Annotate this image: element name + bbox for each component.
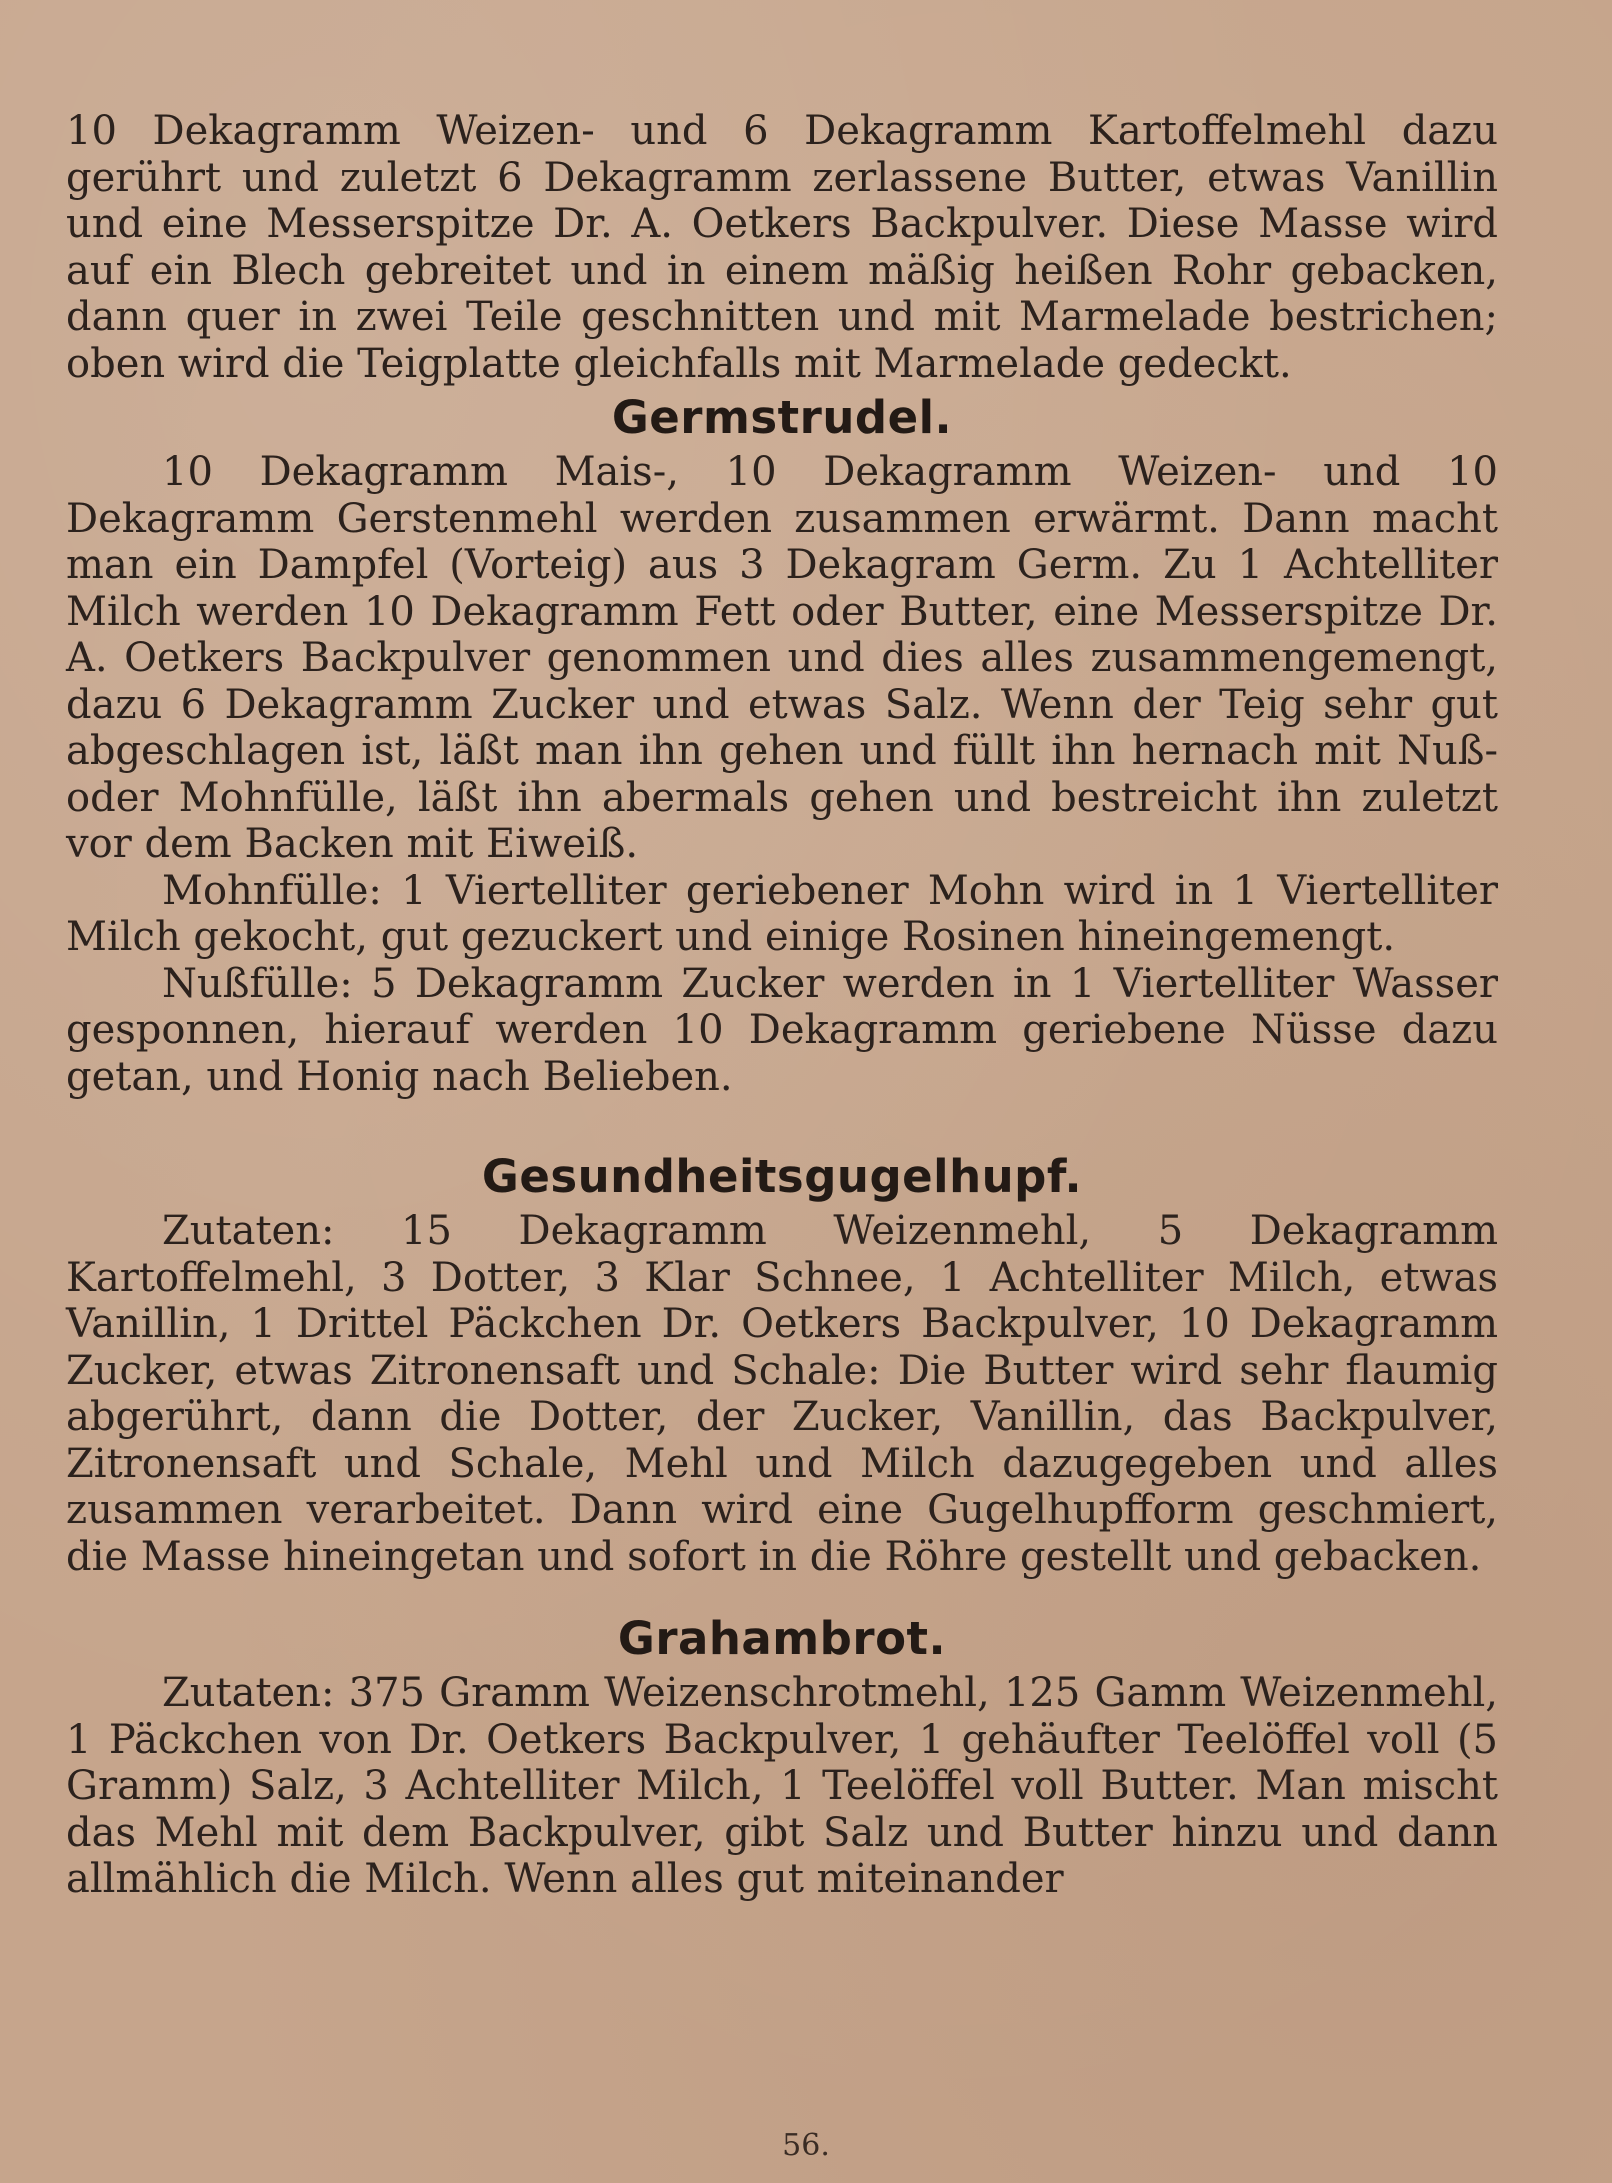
germstrudel-instructions: 10 Dekagramm Mais-, 10 Dekagramm Weizen- und 10 Dekagramm Gerstenmehl werden zusammen erwärmt. Dann macht man ein Dampfel (Vorteig) aus 3 Dekagram Germ. Zu 1 Achtelliter Milch werden 10 Dekagramm Fett oder Butter, eine Messerspitze Dr. A. Oetkers Backpulver genommen und dies alles zusammengemengt, dazu 6 Dekagramm Zucker und etwas Salz. Wenn der Teig sehr gut abgeschlagen ist, läßt man ihn gehen und füllt ihn hernach mit Nuß- oder Mohnfülle, läßt ihn abermals gehen und bestreicht ihn zuletzt vor dem Backen mit Eiweiß. xyxy=(66,449,1498,867)
page-number: 56. xyxy=(782,2128,830,2163)
recipe-title-germstrudel: Germstrudel. xyxy=(611,391,953,444)
section-spacer xyxy=(66,1580,1498,1608)
recipe-title-grahambrot: Grahambrot. xyxy=(617,1612,947,1665)
nussfuelle-paragraph: Nußfülle: 5 Dekagramm Zucker werden in 1 Viertelliter Wasser gesponnen, hierauf werden 10 Dekagramm geriebene Nüsse dazu getan, und Honig nach Belieben. xyxy=(66,960,1498,1100)
grahambrot-instructions: Zutaten: 375 Gramm Weizenschrotmehl, 125 Gamm Weizenmehl, 1 Päckchen von Dr. Oetkers Backpulver, 1 gehäufter Teelöffel voll (5 Gramm) Salz, 3 Achtelliter Milch, 1 Teelöffel voll Butter. Man mischt das Mehl mit dem Backpulver, gibt Salz und Butter hinzu und dann allmählich die Milch. Wenn alles gut miteinander xyxy=(66,1670,1498,1902)
section-spacer xyxy=(66,1100,1498,1146)
mohnfuelle-paragraph: Mohnfülle: 1 Viertelliter geriebener Mohn wird in 1 Viertelliter Milch gekocht, gut gezuckert und einige Rosinen hineingemengt. xyxy=(66,867,1498,960)
intro-paragraph: 10 Dekagramm Weizen- und 6 Dekagramm Kartoffelmehl dazu gerührt und zuletzt 6 Dekagramm zerlassene Butter, etwas Vanillin und eine Messerspitze Dr. A. Oetkers Backpulver. Diese Masse wird auf ein Blech gebreitet und in einem mäßig heißen Rohr gebacken, dann quer in zwei Teile geschnitten und mit Marmelade bestrichen; oben wird die Teigplatte gleichfalls mit Marmelade gedeckt. xyxy=(66,108,1498,387)
page-body xyxy=(66,108,1498,1903)
recipe-title-gesundheitsgugelhupf: Gesundheitsgugelhupf. xyxy=(481,1150,1083,1203)
gesundheitsgugelhupf-instructions: Zutaten: 15 Dekagramm Weizenmehl, 5 Dekagramm Kartoffelmehl, 3 Dotter, 3 Klar Schnee, 1 Achtelliter Milch, etwas Vanillin, 1 Drittel Päckchen Dr. Oetkers Backpulver, 10 Dekagramm Zucker, etwas Zitronensaft und Schale: Die Butter wird sehr flaumig abgerührt, dann die Dotter, der Zucker, Vanillin, das Backpulver, Zitronensaft und Schale, Mehl und Milch dazugegeben und alles zusammen verarbeitet. Dann wird eine Gugelhupfform geschmiert, die Masse hineingetan und sofort in die Röhre gestellt und gebacken. xyxy=(66,1208,1498,1580)
